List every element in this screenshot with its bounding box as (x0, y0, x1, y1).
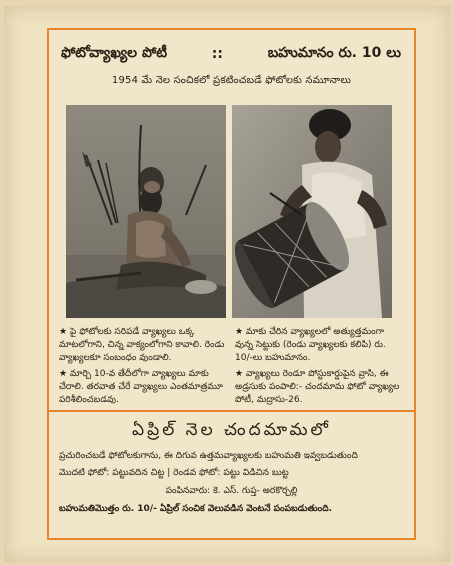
rules-right (235, 326, 403, 410)
header (61, 42, 401, 66)
header-separator: :: (211, 46, 223, 62)
april-line-1: ప్రచురించబడే ఫోటోలకుగాను, ఈ దిగువ ఉత్తమవ్యాఖ్యలకు బహుమతి ఇవ్వబడుతుంది (59, 451, 358, 461)
rule-bullet: ★ వ్యాఖ్యలు రెండూ పోస్టుకార్డుపైన వ్రాసి, ఈ అడ్రసుకు పంపాలి:- చందమామ ఫోటో వ్యాఖ్యల పోటీ, మద్రాసు-26. (235, 369, 400, 405)
rules-left (59, 326, 227, 410)
april-heading: ఏప్రిల్ నెల చందమామలో (132, 420, 331, 440)
april-line-2: మొదటి ఫోటో: పట్టువదిన చిట్ట | రెండవ ఫోటో: పట్టు విడిచిన బుట్ట (59, 468, 289, 478)
section-divider (49, 410, 414, 412)
magazine-page (4, 6, 450, 562)
drummer-photo (232, 105, 392, 318)
april-line-3: పంపినవారు: కె. ఎస్. గుప్త- అరకొర్చల్లి (165, 486, 298, 496)
rule-bullet: ★ పై ఫోటోలకు సరిపడే వ్యాఖ్యలు ఒక్క మాటలోగాని, చిన్న వాక్యంలోగాని కావాలి. రెండు వ్యాఖ్యలకూ సంబంధం వుండాలి. (59, 327, 225, 363)
contest-title: ఫోటోవ్యాఖ్యల పోటీ (61, 44, 168, 61)
rule-bullet: ★ మాకు చేరిన వ్యాఖ్యలలో అత్యుత్తమంగా వున్న సెట్టుకు (రెండు వ్యాఖ్యలకు కలిపి) రు. 10/-లు బహుమానం. (235, 327, 386, 363)
prize-amount: బహుమానం రు. 10 లు (267, 44, 401, 61)
archer-photo (66, 105, 226, 318)
subtitle: 1954 మే నెల సంచికలో ప్రకటించబడే ఫోటోలకు నమూనాలు (111, 75, 352, 86)
april-line-4: బహుమతిమొత్తం రు. 10/- ఏప్రిల్ సంచిక వెలువడిన వెంటనే పంపబడుతుంది. (59, 504, 332, 514)
contest-frame (47, 28, 416, 540)
rule-bullet: ★ మార్చి 10-వ తేదీలోగా వ్యాఖ్యలు మాకు చేరాలి. తరవాత చేరే వ్యాఖ్యలు ఎంతమాత్రమూ పరిశీలించబడవు. (59, 369, 223, 405)
